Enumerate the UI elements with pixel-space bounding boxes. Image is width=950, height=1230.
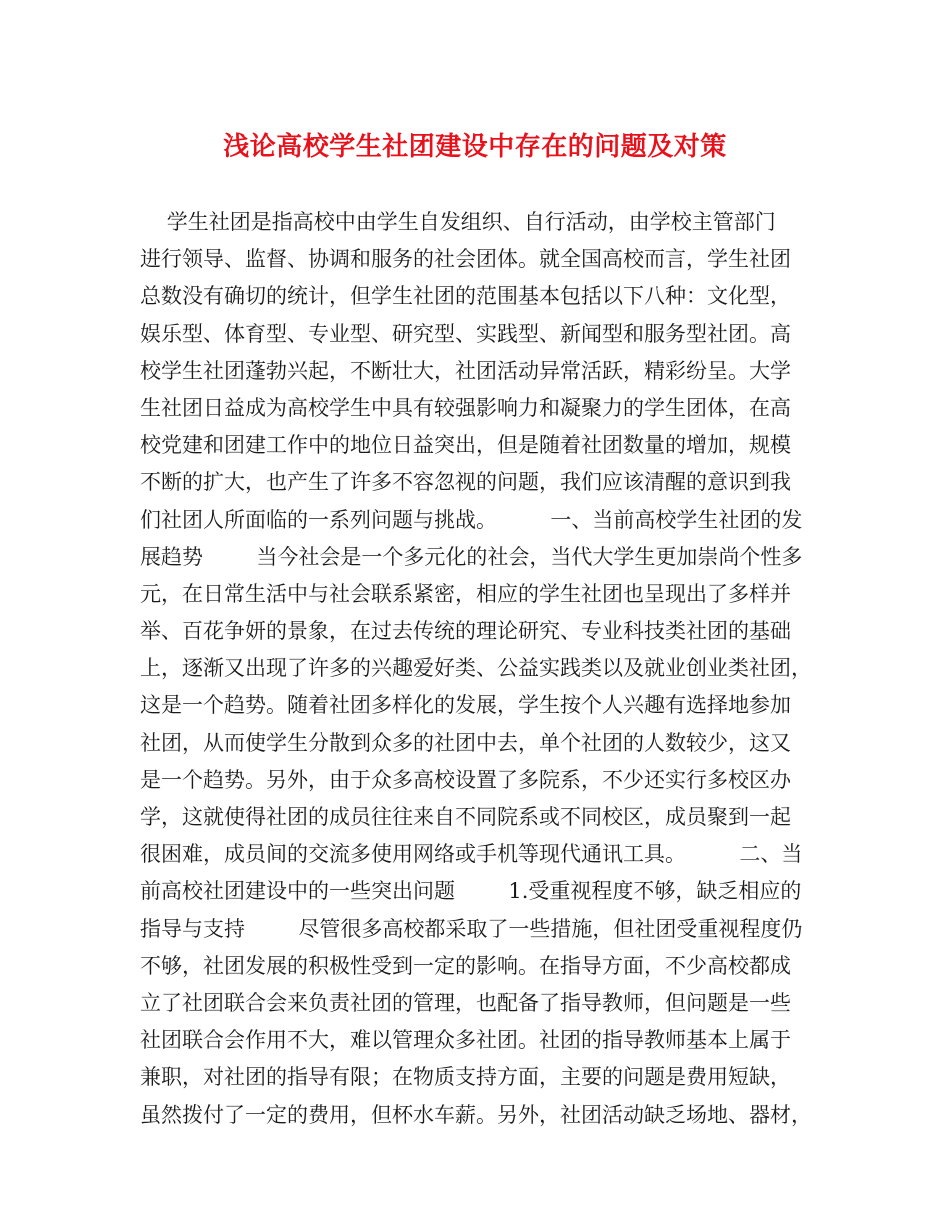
body-text-line: 不够，社团发展的积极性受到一定的影响。在指导方面，不少高校都成 bbox=[140, 953, 791, 978]
document-body bbox=[140, 204, 820, 1134]
document-title: 浅论高校学生社团建设中存在的问题及对策 bbox=[223, 132, 727, 162]
body-text-line: 校党建和团建工作中的地位日益突出，但是随着社团数量的增加，规模 bbox=[140, 433, 791, 458]
body-text-line: 社团联合会作用不大，难以管理众多社团。社团的指导教师基本上属于 bbox=[140, 1028, 791, 1053]
body-text-line: 兼职，对社团的指导有限；在物质支持方面，主要的问题是费用短缺， bbox=[140, 1065, 791, 1090]
body-text-line: 学，这就使得社团的成员往往来自不同院系或不同校区，成员聚到一起 bbox=[140, 805, 791, 829]
body-text-line: 不断的扩大，也产生了许多不容忽视的问题，我们应该清醒的意识到我 bbox=[140, 470, 791, 495]
body-text-line: 生社团日益成为高校学生中具有较强影响力和凝聚力的学生团体，在高 bbox=[140, 395, 791, 420]
body-text-line: 校学生社团蓬勃兴起，不断壮大，社团活动异常活跃，精彩纷呈。大学 bbox=[140, 358, 791, 383]
body-text-line: 进行领导、监督、协调和服务的社会团体。就全国高校而言，学生社团 bbox=[140, 247, 791, 272]
body-text-line: 们社团人所面临的一系列问题与挑战。 一、当前高校学生社团的发 bbox=[140, 507, 803, 532]
body-text-line: 上，逐渐又出现了许多的兴趣爱好类、公益实践类以及就业创业类社团， bbox=[140, 656, 812, 681]
body-text-line: 娱乐型、体育型、专业型、研究型、实践型、新闻型和服务型社团。高 bbox=[140, 321, 791, 346]
body-text-line: 虽然拨付了一定的费用，但杯水车薪。另外，社团活动缺乏场地、器材， bbox=[140, 1102, 812, 1127]
body-text-line: 这是一个趋势。随着社团多样化的发展，学生按个人兴趣有选择地参加 bbox=[140, 693, 791, 718]
body-text-line: 社团，从而使学生分散到众多的社团中去，单个社团的人数较少，这又 bbox=[140, 730, 791, 755]
body-text-line: 学生社团是指高校中由学生自发组织、自行活动，由学校主管部门 bbox=[140, 210, 776, 234]
body-text-line: 是一个趋势。另外，由于众多高校设置了多院系，不少还实行多校区办 bbox=[140, 767, 791, 792]
body-text-line: 元，在日常生活中与社会联系紧密，相应的学生社团也呈现出了多样并 bbox=[140, 581, 791, 606]
body-text-line: 举、百花争妍的景象，在过去传统的理论研究、专业科技类社团的基础 bbox=[140, 619, 791, 644]
body-text-line: 指导与支持 尽管很多高校都采取了一些措施，但社团受重视程度仍 bbox=[140, 916, 803, 941]
body-text-line: 总数没有确切的统计，但学生社团的范围基本包括以下八种：文化型， bbox=[140, 284, 791, 309]
body-text-line: 展趋势 当今社会是一个多元化的社会，当代大学生更加崇尚个性多 bbox=[140, 544, 803, 569]
body-text-line: 前高校社团建设中的一些突出问题 1.受重视程度不够，缺乏相应的 bbox=[140, 879, 802, 904]
body-text-line: 很困难，成员间的交流多使用网络或手机等现代通讯工具。 二、当 bbox=[140, 842, 803, 867]
body-text-line: 立了社团联合会来负责社团的管理，也配备了指导教师，但问题是一些 bbox=[140, 990, 791, 1015]
